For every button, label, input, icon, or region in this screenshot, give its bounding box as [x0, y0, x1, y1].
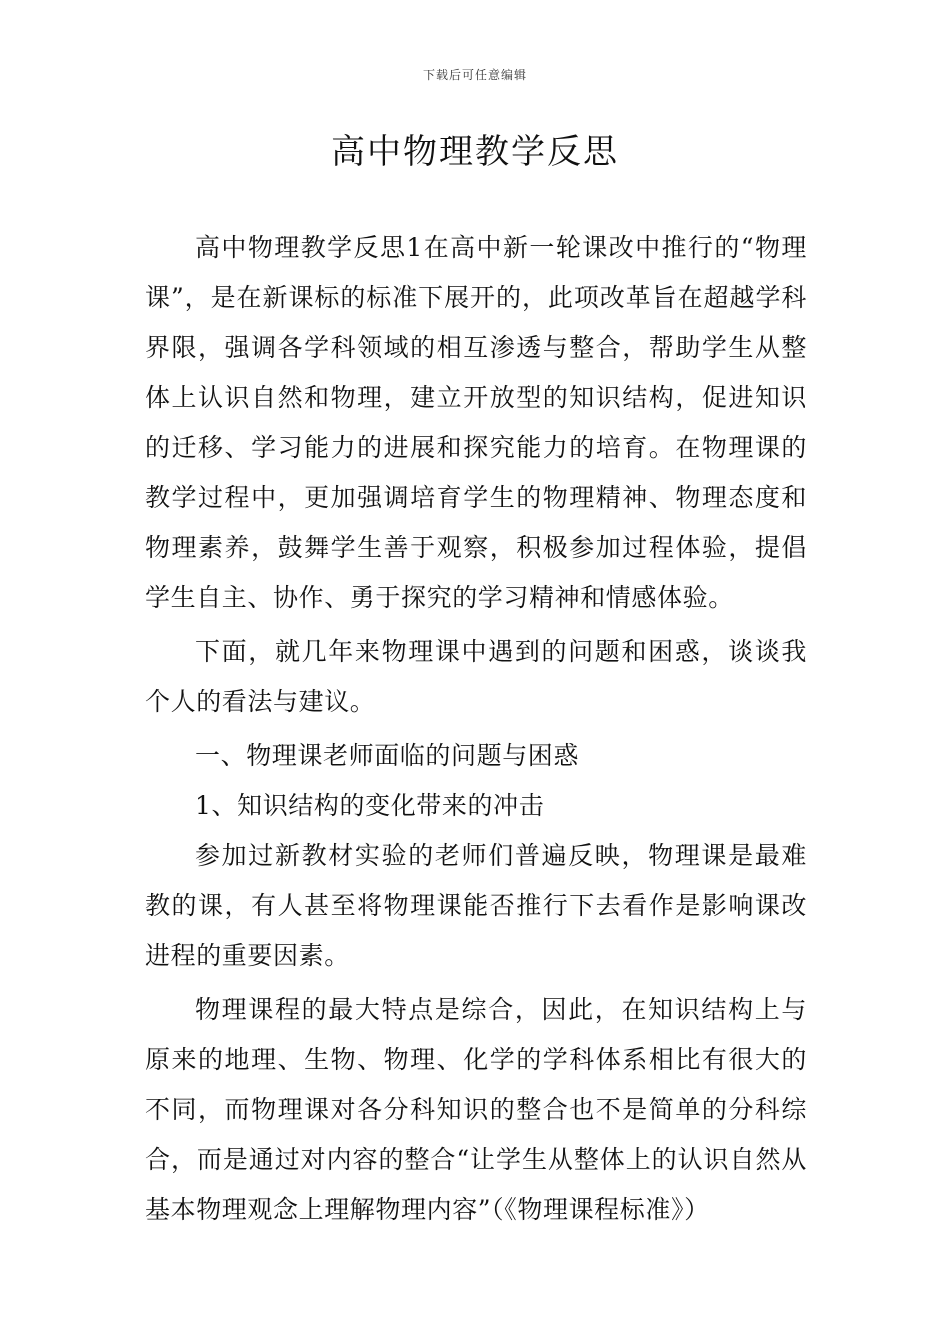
section-heading-1: 一、物理课老师面临的问题与困惑 — [195, 741, 580, 770]
paragraph-views: 下面，就几年来物理课中遇到的问题和困惑，谈谈我个人的看法与建议。 — [145, 637, 807, 716]
paragraph-teacher-feedback: 参加过新教材实验的老师们普遍反映，物理课是最难教的课，有人甚至将物理课能否推行下去看作是影响课改进程的重要因素。 — [145, 841, 807, 970]
document-body — [145, 223, 807, 1239]
paragraph-curriculum-features: 物理课程的最大特点是综合，因此，在知识结构上与原来的地理、生物、物理、化学的学科体系相比有很大的不同，而物理课对各分科知识的整合也不是简单的分科综合，而是通过对内容的整合“让学生从整体上的认识自然从基本物理观念上理解物理内容”（《物理课程标准》） — [145, 995, 807, 1224]
paragraph-intro: 高中物理教学反思1在高中新一轮课改中推行的“物理课”，是在新课标的标准下展开的，此项改革旨在超越学科界限，强调各学科领域的相互渗透与整合，帮助学生从整体上认识自然和物理，建立开放型的知识结构，促进知识的迁移、学习能力的进展和探究能力的培育。在物理课的教学过程中，更加强调培育学生的物理精神、物理态度和物理素养，鼓舞学生善于观察，积极参加过程体验，提倡学生自主、协作、勇于探究的学习精神和情感体验。 — [145, 233, 807, 612]
header-note: 下载后可任意编辑 — [422, 68, 527, 82]
subsection-heading-1: 1、知识结构的变化带来的冲击 — [195, 791, 545, 820]
document-title: 高中物理教学反思 — [331, 132, 619, 172]
